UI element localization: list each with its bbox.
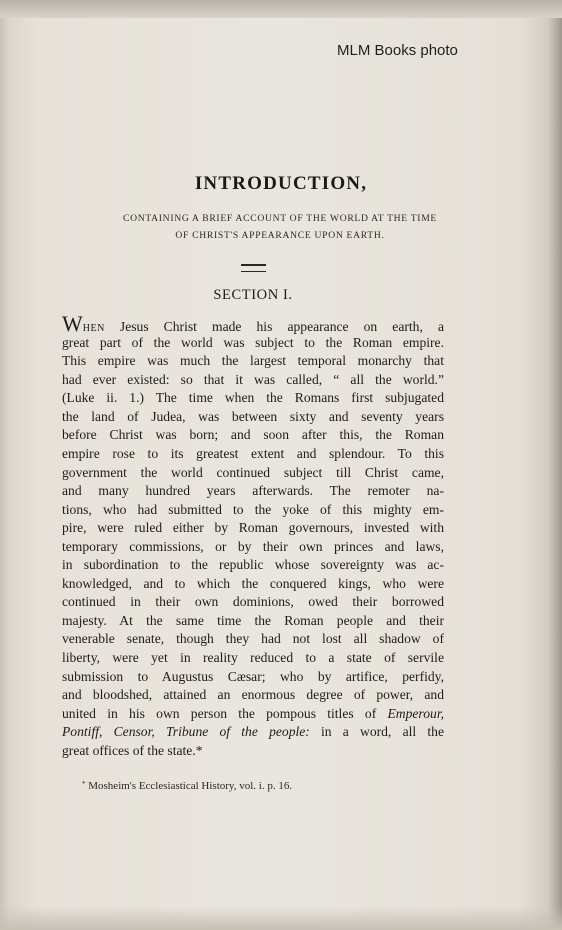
body-line-text: Jesus Christ made his appearance on earth, a (104, 319, 444, 334)
body-line: (Luke ii. 1.) The time when the Romans first subjugated (62, 390, 444, 405)
body-line-text: in a word, all the (309, 724, 444, 739)
chapter-subtitle-line-2: OF CHRIST'S APPEARANCE UPON EARTH. (175, 230, 385, 241)
body-line (62, 723, 444, 741)
chapter-subtitle-line-1: CONTAINING A BRIEF ACCOUNT OF THE WORLD AT THE TIME (123, 213, 437, 224)
body-line: the land of Judea, was between sixty and seventy years (62, 409, 444, 424)
body-line: government the world continued subject till Christ came, (62, 465, 444, 480)
small-caps-word: HEN (82, 323, 105, 334)
chapter-title: INTRODUCTION, (194, 173, 368, 194)
body-line-text: united in his own person the pompous titles of (62, 706, 377, 721)
body-line: great offices of the state.* (62, 743, 203, 758)
body-line: temporary commissions, or by their own princes and laws, (62, 539, 444, 554)
ornamental-rule (241, 264, 266, 272)
italic-text: Emperour, (387, 706, 444, 721)
body-line: had ever existed: so that it was called, “ all the world.” (62, 372, 444, 387)
footnote-text: Mosheim's Ecclesiastical History, vol. i. p. 16. (85, 780, 293, 792)
body-line (62, 311, 444, 336)
photo-watermark: MLM Books photo (337, 42, 458, 59)
body-line: submission to Augustus Cæsar; who by artifice, perfidy, (62, 669, 444, 684)
drop-cap: W (62, 311, 83, 336)
body-line: venerable senate, though they had not lost all shadow of (62, 631, 444, 646)
section-heading: SECTION I. (213, 287, 293, 303)
body-line: in subordination to the republic whose sovereignty was ac- (62, 557, 444, 572)
body-line: and many hundred years afterwards. The remoter na- (62, 483, 444, 498)
body-line (62, 705, 444, 723)
body-line: liberty, were yet in reality reduced to a state of servile (62, 650, 444, 665)
body-line: knowledged, and to which the conquered kings, who were (62, 576, 444, 591)
body-line: before Christ was born; and soon after this, the Roman (62, 427, 444, 442)
body-line: continued in their own dominions, owed their borrowed (62, 594, 444, 609)
body-line: majesty. At the same time the Roman people and their (62, 613, 444, 628)
body-line: pire, were ruled either by Roman governours, invested with (62, 520, 444, 535)
italic-text: Pontiff, Censor, Tribune of the people: (62, 724, 310, 739)
body-line: tions, who had submitted to the yoke of this mighty em- (62, 502, 444, 517)
body-line: great part of the world was subject to the Roman empire. (62, 335, 444, 350)
body-line: This empire was much the largest temporal monarchy that (62, 353, 444, 368)
body-line: and bloodshed, attained an enormous degree of power, and (62, 687, 444, 702)
body-line: empire rose to its greatest extent and splendour. To this (62, 446, 444, 461)
footnote (82, 780, 292, 792)
footnote-marker: * (82, 780, 86, 788)
